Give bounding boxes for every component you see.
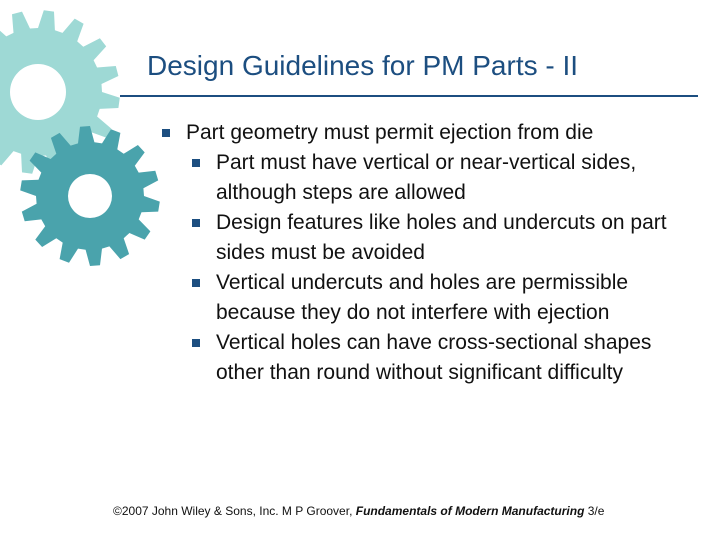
sub-bullet-text: Vertical undercuts and holes are permissible because they do not interfere with ejection (216, 271, 629, 324)
bullet-marker (192, 279, 200, 287)
sub-bullet-item (158, 268, 703, 328)
sub-bullet-item (158, 328, 703, 388)
bullet-marker (192, 219, 200, 227)
footer-prefix: ©2007 John Wiley & Sons, Inc. M P Groover, (113, 504, 356, 518)
sub-bullet-text: Design features like holes and undercuts on part sides must be avoided (216, 211, 667, 264)
bullet-marker (192, 339, 200, 347)
bullet-item (158, 118, 703, 148)
slide-title: Design Guidelines for PM Parts - II (147, 50, 579, 81)
bullet-marker (162, 129, 170, 137)
footer-suffix: 3/e (584, 504, 605, 518)
title-underline (120, 95, 698, 97)
copyright-footer (113, 504, 604, 518)
sub-bullet-text: Part must have vertical or near‑vertical sides, although steps are allowed (216, 151, 637, 204)
sub-bullet-item (158, 148, 703, 208)
sub-bullet-text: Vertical holes can have cross‑sectional shapes other than round without significant difficulty (216, 331, 652, 384)
bullet-text: Part geometry must permit ejection from die (186, 121, 594, 144)
sub-bullet-item (158, 208, 703, 268)
bullet-list (158, 118, 703, 388)
bullet-marker (192, 159, 200, 167)
footer-book-title: Fundamentals of Modern Manufacturing (355, 504, 585, 518)
